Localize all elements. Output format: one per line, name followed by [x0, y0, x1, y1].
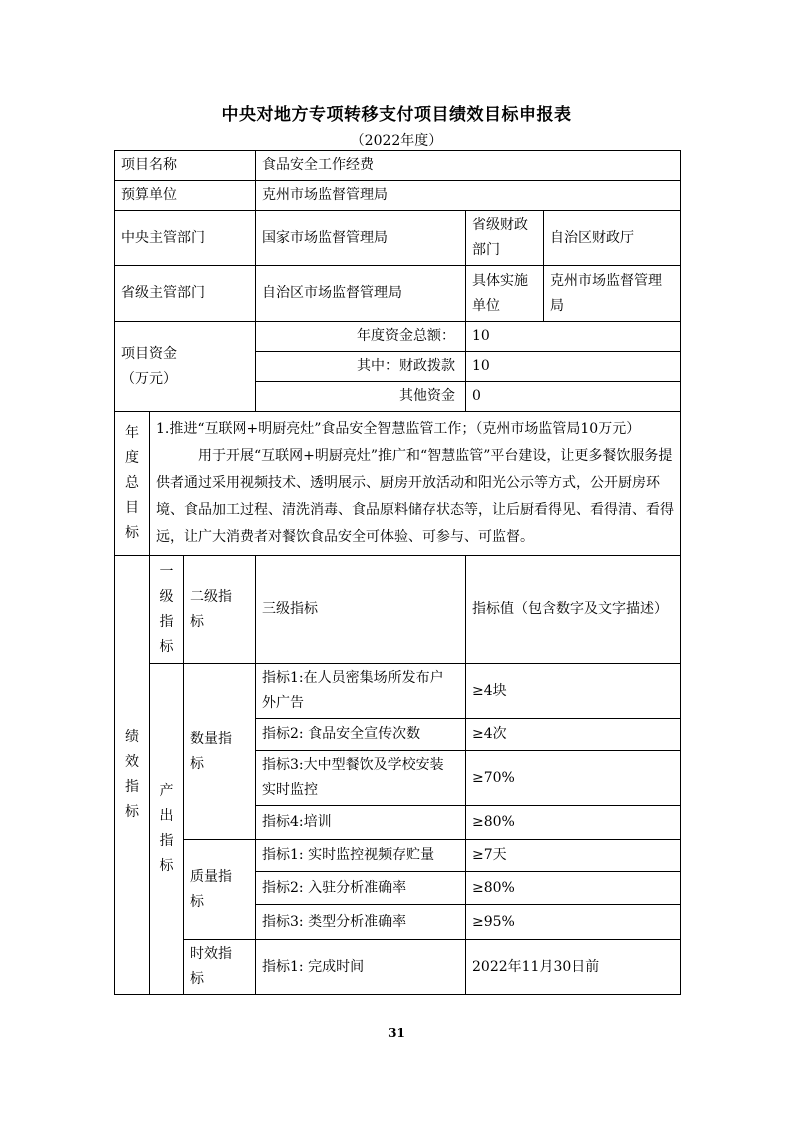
indicator-value: ≥80% — [466, 806, 681, 840]
funds-other-label: 其他资金 — [256, 382, 466, 412]
indicator-name: 指标1: 实时监控视频存贮量 — [256, 840, 466, 872]
header-value: 指标值（包含数字及文字描述） — [466, 556, 681, 664]
indicator-value: ≥4次 — [466, 719, 681, 751]
group-timeliness-label: 时效指 标 — [184, 940, 256, 995]
page-title: 中央对地方专项转移支付项目绩效目标申报表 — [221, 105, 572, 125]
annual-goal-label: 年 度 总 目 标 — [115, 412, 150, 556]
indicator-value: 2022年11月30日前 — [466, 940, 681, 995]
indicator-name: 指标3: 类型分析准确率 — [256, 905, 466, 940]
perf-indicator-label: 绩 效 指 标 — [115, 556, 150, 995]
funds-total-label: 年度资金总额： — [256, 322, 466, 352]
indicator-name: 指标1: 完成时间 — [256, 940, 466, 995]
prov-dept-label: 省级主管部门 — [115, 266, 256, 322]
annual-goal-text — [150, 412, 681, 556]
indicator-value: ≥95% — [466, 905, 681, 940]
year-subtitle: （2022年度） — [350, 133, 443, 149]
indicator-name: 指标4:培训 — [256, 806, 466, 840]
goal-line-1: 1.推进“互联网+明厨亮灶”食品安全智慧监管工作；（克州市场监管局10万元） — [156, 421, 641, 437]
budget-unit-value: 克州市场监督管理局 — [256, 181, 681, 211]
indicator-value: ≥70% — [466, 751, 681, 806]
performance-goal-form — [114, 150, 681, 995]
funds-other-value: 0 — [466, 382, 681, 412]
indicator-value: ≥4块 — [466, 664, 681, 719]
row-annual-goal — [115, 412, 681, 556]
row-funds-total — [115, 322, 681, 352]
impl-unit-label: 具体实施 单位 — [466, 266, 544, 322]
funds-fiscal-label: 其中：财政拨款 — [256, 352, 466, 382]
table-row — [115, 664, 681, 719]
row-central-dept — [115, 211, 681, 266]
prov-finance-value: 自治区财政厅 — [544, 211, 681, 266]
header-level2: 二级指 标 — [184, 556, 256, 664]
project-name-value: 食品安全工作经费 — [256, 151, 681, 181]
table-row — [115, 840, 681, 872]
central-dept-value: 国家市场监督管理局 — [256, 211, 466, 266]
goal-line-2: 用于开展“互联网+明厨亮灶”推广和“智慧监管”平台建设，让更多餐饮服务提供者通过采用视频技术、透明展示、厨房开放活动和阳光公示等方式，公开厨房环境、食品加工过程、清洗消毒、食品原料储存状态等，让后厨看得见、看得清、看得远，让广大消费者对餐饮食品安全可体验、可参与、可监督。 — [156, 448, 674, 545]
indicator-name: 指标2: 食品安全宣传次数 — [256, 719, 466, 751]
row-budget-unit — [115, 181, 681, 211]
central-dept-label: 中央主管部门 — [115, 211, 256, 266]
prov-dept-value: 自治区市场监督管理局 — [256, 266, 466, 322]
funds-total-value: 10 — [466, 322, 681, 352]
funds-fiscal-value: 10 — [466, 352, 681, 382]
header-level3: 三级指标 — [256, 556, 466, 664]
indicator-name: 指标2: 入驻分析准确率 — [256, 872, 466, 905]
prov-finance-label: 省级财政 部门 — [466, 211, 544, 266]
page-number: 31 — [388, 1026, 405, 1040]
indicator-name: 指标3:大中型餐饮及学校安装 实时监控 — [256, 751, 466, 806]
table-row — [115, 940, 681, 995]
impl-unit-value: 克州市场监督管理 局 — [544, 266, 681, 322]
indicator-value: ≥80% — [466, 872, 681, 905]
row-prov-dept — [115, 266, 681, 322]
output-indicator-label: 产 出 指 标 — [150, 664, 184, 995]
group-quantity-label: 数量指 标 — [184, 664, 256, 840]
funds-label: 项目资金 （万元） — [115, 322, 256, 412]
row-project-name — [115, 151, 681, 181]
indicator-value: ≥7天 — [466, 840, 681, 872]
indicator-name: 指标1:在人员密集场所发布户 外广告 — [256, 664, 466, 719]
header-level1: 一 级 指 标 — [150, 556, 184, 664]
project-name-label: 项目名称 — [115, 151, 256, 181]
row-indicator-header — [115, 556, 681, 664]
group-quality-label: 质量指 标 — [184, 840, 256, 940]
budget-unit-label: 预算单位 — [115, 181, 256, 211]
